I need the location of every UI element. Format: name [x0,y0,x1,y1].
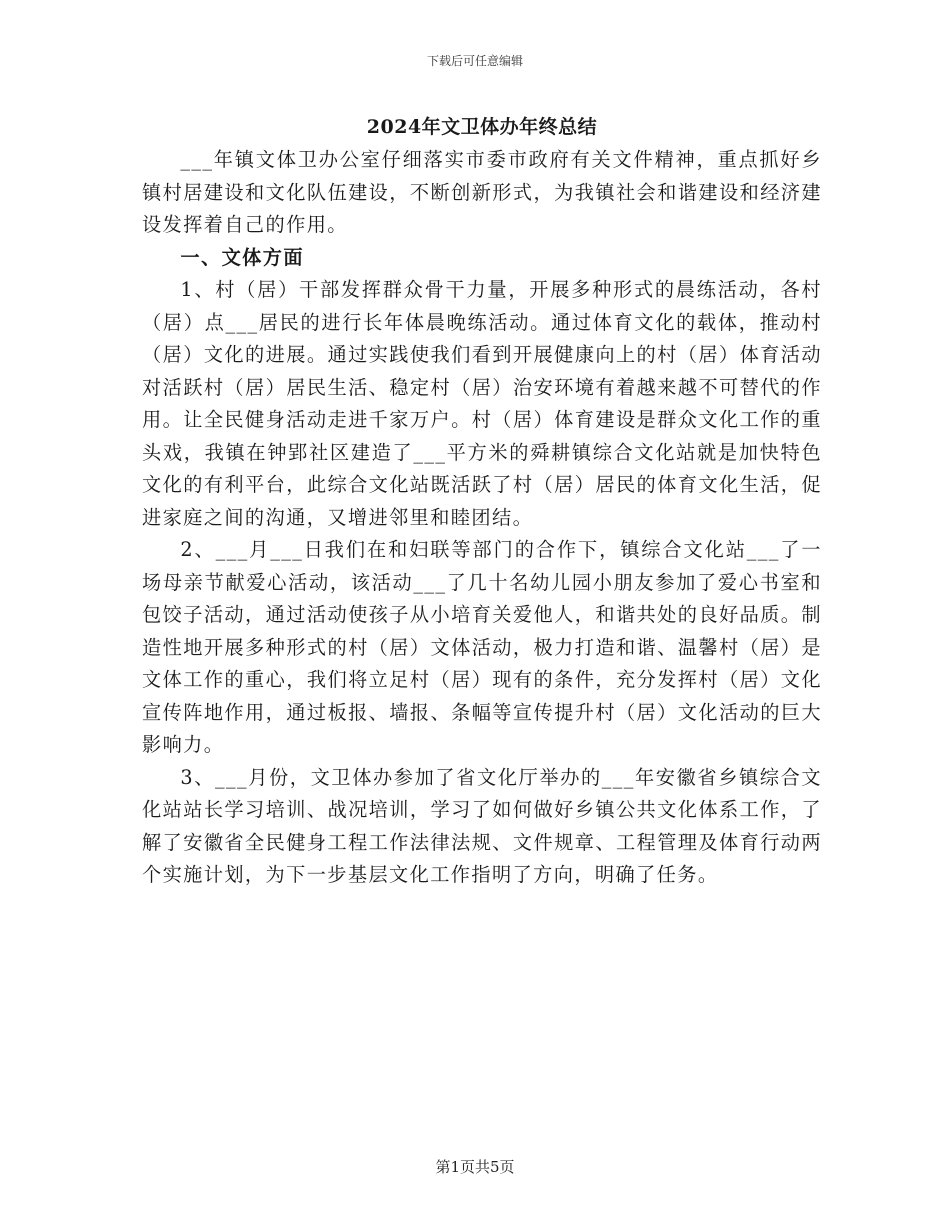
document-title: 2024年文卫体办年终总结 [366,116,598,138]
document-body [142,112,822,892]
paragraph-2: 2、___月___日我们在和妇联等部门的合作下，镇综合文化站___了一场母亲节献爱心活动，该活动___了几十名幼儿园小朋友参加了爱心书室和包饺子活动，通过活动使孩子从小培育关爱他人，和谐共处的良好品质。制造性地开展多种形式的村（居）文体活动，极力打造和谐、温馨村（居）是文体工作的重心，我们将立足村（居）现有的条件，充分发挥村（居）文化宣传阵地作用，通过板报、墙报、条幅等宣传提升村（居）文化活动的巨大影响力。 [142,538,822,756]
page-header-note: 下载后可任意编辑 [426,54,523,68]
page-number-footer: 第1页共5页 [435,1158,515,1176]
intro-paragraph: ___年镇文体卫办公室仔细落实市委市政府有关文件精神，重点抓好乡镇村居建设和文化队伍建设，不断创新形式，为我镇社会和谐建设和经济建设发挥着自己的作用。 [142,148,822,236]
section-heading-wenti: 一、文体方面 [180,245,304,269]
paragraph-1: 1、村（居）干部发挥群众骨干力量，开展多种形式的晨练活动，各村（居）点___居民的进行长年体晨晚练活动。通过体育文化的载体，推动村（居）文化的进展。通过实践使我们看到开展健康向上的村（居）体育活动对活跃村（居）居民生活、稳定村（居）治安环境有着越来越不可替代的作用。让全民健身活动走进千家万户。村（居）体育建设是群众文化工作的重头戏，我镇在钟郢社区建造了___平方米的舜耕镇综合文化站就是加快特色文化的有利平台，此综合文化站既活跃了村（居）居民的体育文化生活，促进家庭之间的沟通，又增进邻里和睦团结。 [142,278,822,529]
paragraph-3: 3、___月份，文卫体办参加了省文化厅举办的___年安徽省乡镇综合文化站站长学习培训、战况培训，学习了如何做好乡镇公共文化体系工作，了解了安徽省全民健身工程工作法律法规、文件规章、工程管理及体育行动两个实施计划，为下一步基层文化工作指明了方向，明确了任务。 [142,765,822,886]
